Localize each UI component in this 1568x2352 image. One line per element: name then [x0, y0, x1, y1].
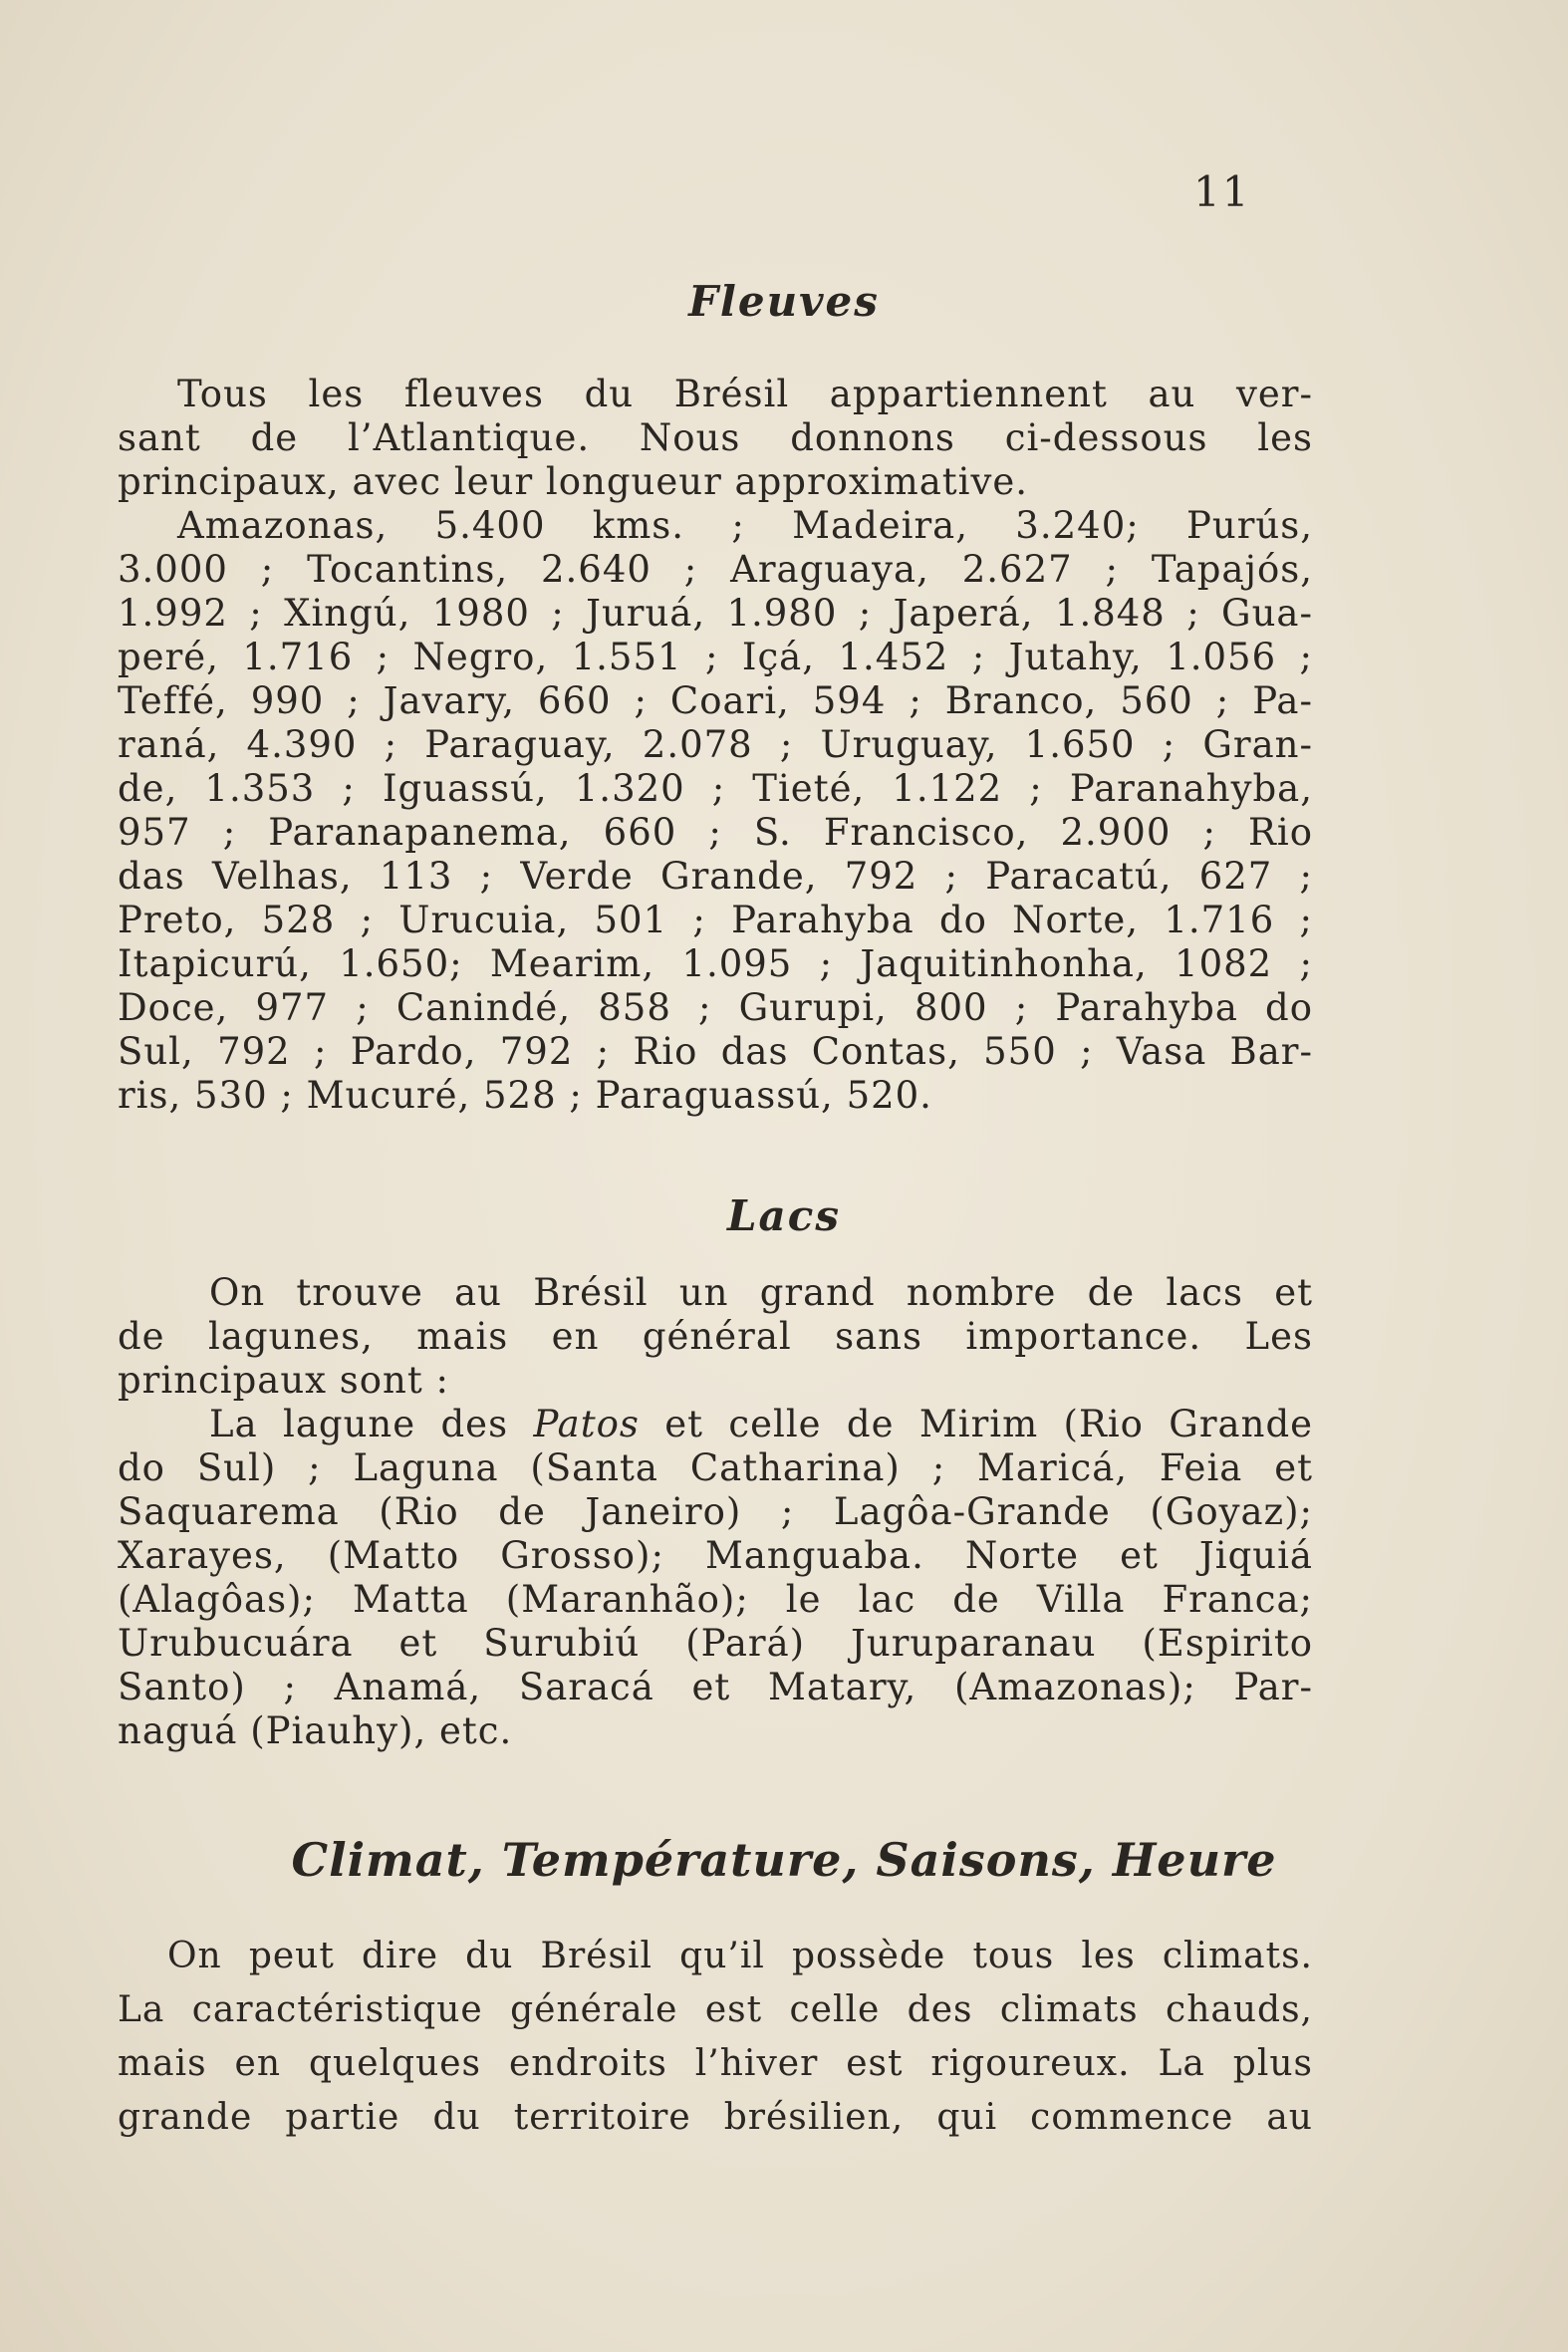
- text-line: de, 1.353 ; Iguassú, 1.320 ; Tieté, 1.122 ; Paranahyba,: [118, 767, 1313, 810]
- text-line: principaux sont :: [118, 1359, 449, 1402]
- section-title-lacs: Lacs: [727, 1191, 841, 1240]
- section-title-climat: Climat, Température, Saisons, Heure: [291, 1833, 1277, 1887]
- text-line: mais en quelques endroits l’hiver est rigoureux. La plus: [118, 2043, 1313, 2084]
- text-line: Tous les fleuves du Brésil appartiennent au ver-: [177, 373, 1313, 415]
- text-line: Sul, 792 ; Pardo, 792 ; Rio das Contas, 550 ; Vasa Bar-: [118, 1030, 1313, 1073]
- italic-place-name: Patos: [533, 1403, 640, 1445]
- text-line: On trouve au Brésil un grand nombre de lacs et: [209, 1271, 1313, 1314]
- page-number: 11: [1193, 167, 1251, 216]
- text-line: das Velhas, 113 ; Verde Grande, 792 ; Paracatú, 627 ;: [118, 855, 1313, 898]
- text-line: 1.992 ; Xingú, 1980 ; Juruá, 1.980 ; Japerá, 1.848 ; Gua-: [118, 592, 1313, 635]
- text-line: Xarayes, (Matto Grosso); Manguaba. Norte et Jiquiá: [118, 1534, 1313, 1577]
- text-line: do Sul) ; Laguna (Santa Catharina) ; Maricá, Feia et: [118, 1446, 1313, 1489]
- text-line: Santo) ; Anamá, Saracá et Matary, (Amazonas); Par-: [118, 1666, 1313, 1708]
- paragraph-climat: [118, 1930, 1313, 2145]
- text-line: peré, 1.716 ; Negro, 1.551 ; Içá, 1.452 ; Jutahy, 1.056 ;: [118, 636, 1313, 678]
- text-line: Preto, 528 ; Urucuia, 501 ; Parahyba do Norte, 1.716 ;: [118, 899, 1313, 941]
- text-line: Itapicurú, 1.650; Mearim, 1.095 ; Jaquitinhonha, 1082 ;: [118, 942, 1313, 985]
- text-line: Teffé, 990 ; Javary, 660 ; Coari, 594 ; Branco, 560 ; Pa-: [118, 679, 1313, 722]
- paragraph-fleuves: [118, 373, 1313, 1118]
- text-line: Amazonas, 5.400 kms. ; Madeira, 3.240; Purús,: [177, 504, 1313, 547]
- text-line: ris, 530 ; Mucuré, 528 ; Paraguassú, 520.: [118, 1074, 932, 1117]
- text-fragment: et celle de Mirim (Rio Grande: [664, 1403, 1314, 1445]
- text-fragment: La lagune des: [209, 1403, 509, 1445]
- text-line: Doce, 977 ; Canindé, 858 ; Gurupi, 800 ; Parahyba do: [118, 986, 1313, 1029]
- text-line: 957 ; Paranapanema, 660 ; S. Francisco, 2.900 ; Rio: [118, 811, 1313, 854]
- text-line: naguá (Piauhy), etc.: [118, 1709, 513, 1752]
- text-line: raná, 4.390 ; Paraguay, 2.078 ; Uruguay, 1.650 ; Gran-: [118, 723, 1313, 766]
- text-line: de lagunes, mais en général sans importance. Les: [118, 1315, 1313, 1358]
- text-line: principaux, avec leur longueur approximative.: [118, 460, 1029, 503]
- text-line: On peut dire du Brésil qu’il possède tous les climats.: [167, 1936, 1313, 1976]
- text-line: La caractéristique générale est celle des climats chauds,: [118, 1989, 1313, 2030]
- text-line: Urubucuára et Surubiú (Pará) Juruparanau (Espirito: [118, 1622, 1313, 1665]
- section-title-fleuves: Fleuves: [688, 277, 880, 326]
- text-line: sant de l’Atlantique. Nous donnons ci-dessous les: [118, 416, 1313, 459]
- text-line: Saquarema (Rio de Janeiro) ; Lagôa-Grande (Goyaz);: [118, 1490, 1313, 1533]
- text-line-mixed: [118, 1403, 1313, 1446]
- text-line: (Alagôas); Matta (Maranhão); le lac de Villa Franca;: [118, 1578, 1313, 1621]
- text-line: 3.000 ; Tocantins, 2.640 ; Araguaya, 2.627 ; Tapajós,: [118, 548, 1313, 591]
- paragraph-lacs: [118, 1271, 1313, 1753]
- text-line: grande partie du territoire brésilien, qui commence au: [118, 2097, 1313, 2138]
